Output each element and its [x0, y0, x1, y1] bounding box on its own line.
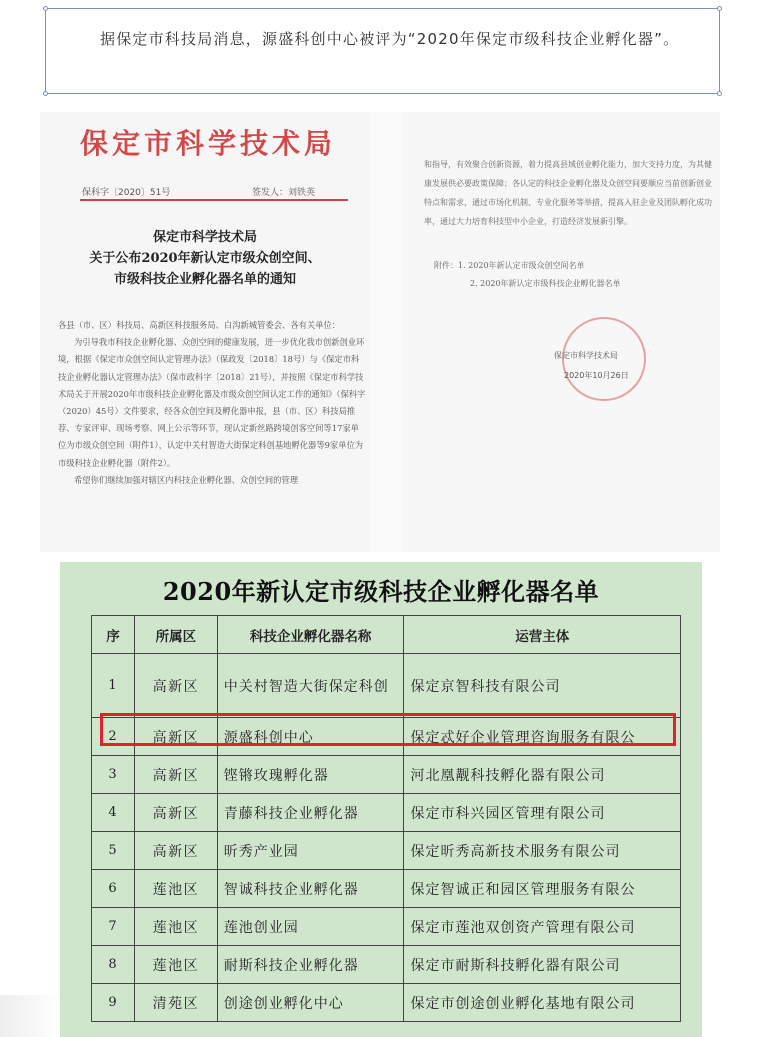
- corner-dot: [717, 91, 722, 96]
- table-header-row: [92, 616, 681, 654]
- notice-title-line: 保定市科学技术局: [152, 230, 257, 245]
- table-row: [92, 908, 681, 946]
- table-row: [92, 654, 681, 718]
- cell-number: 6: [92, 870, 135, 908]
- intro-box: [45, 8, 720, 94]
- scanned-notice-image: [40, 112, 720, 552]
- notice-page-right: [402, 112, 720, 552]
- cell-incubator-name: 源盛科创中心: [217, 718, 404, 756]
- cell-incubator-name: 中关村智造大街保定科创: [217, 654, 404, 718]
- incubator-list-panel: [60, 562, 702, 1037]
- notice-title: [80, 227, 330, 290]
- notice-paragraph: 为引导我市科技企业孵化器、众创空间的健康发展，进一步优化我市创新创业环境，根据《保定市众创空间认定管理办法》（保政发〔2018〕18号）与《保定市科技企业孵化器认定管理办法》（保市政科字〔2018〕21号），并按照《保定市科学技术局关于开展2020年市级科技企业孵化器及市级众创空间认定工作的通知》（保科字（2020）45号）文件要求，经各众创空间及孵化器申报，县（市、区）科技局推荐、专家评审、现场考察、网上公示等环节，现认定新丝路跨境创客空间等17家单位为市级众创空间（附件1），认定中关村智造大街保定科创基地孵化器等9家单位为市级科技企业孵化器（附件2）。: [58, 337, 366, 468]
- notice-title-line: 市级科技企业孵化器名单的通知: [113, 272, 296, 287]
- cell-incubator-name: 智诚科技企业孵化器: [217, 870, 404, 908]
- table-row: [92, 832, 681, 870]
- cell-operator: 保定智诚正和园区管理服务有限公: [404, 870, 681, 908]
- cell-incubator-name: 铿锵玫瑰孵化器: [217, 756, 404, 794]
- notice-title-line: 关于公布2020年新认定市级众创空间、: [89, 251, 321, 266]
- notice-right-body: [424, 155, 714, 231]
- red-rule: [80, 199, 348, 201]
- seal-issuer: 保定市科学技术局: [554, 351, 618, 360]
- cell-operator: 保定京智科技有限公司: [404, 654, 681, 718]
- cell-number: 4: [92, 794, 135, 832]
- table-row: [92, 984, 681, 1022]
- cell-operator: 保定市科兴园区管理有限公司: [404, 794, 681, 832]
- cell-operator: 河北凰觏科技孵化器有限公司: [404, 756, 681, 794]
- attachment-item: 附件：1. 2020年新认定市级众创空间名单: [434, 261, 585, 270]
- cell-incubator-name: 耐斯科技企业孵化器: [217, 946, 404, 984]
- corner-dot: [43, 6, 48, 11]
- cell-incubator-name: 莲池创业园: [217, 908, 404, 946]
- cell-operator: 保定市莲池双创资产管理有限公司: [404, 908, 681, 946]
- seal-date: 2020年10月26日: [564, 371, 629, 380]
- notice-paragraph: 各县（市、区）科技局、高新区科技服务局、白沟新城管委会、各有关单位：: [58, 320, 341, 330]
- cell-district: 高新区: [134, 718, 217, 756]
- header-number: 序: [92, 616, 135, 654]
- cell-incubator-name: 昕秀产业园: [217, 832, 404, 870]
- cell-district: 莲池区: [134, 946, 217, 984]
- cell-district: 莲池区: [134, 908, 217, 946]
- corner-dot: [43, 91, 48, 96]
- doc-number: 保科字〔2020〕51号: [82, 188, 171, 198]
- doc-signer: 签发人：刘铁英: [252, 188, 316, 198]
- cell-number: 8: [92, 946, 135, 984]
- cell-operator: 保定市耐斯科技孵化器有限公司: [404, 946, 681, 984]
- cell-incubator-name: 青藤科技企业孵化器: [217, 794, 404, 832]
- header-operator: 运营主体: [404, 616, 681, 654]
- header-incubator-name: 科技企业孵化器名称: [217, 616, 404, 654]
- cell-number: 3: [92, 756, 135, 794]
- table-row: [92, 756, 681, 794]
- cell-district: 清苑区: [134, 984, 217, 1022]
- cell-operator: 保定昕秀高新技术服务有限公司: [404, 832, 681, 870]
- cell-number: 1: [92, 654, 135, 718]
- cell-number: 7: [92, 908, 135, 946]
- cell-district: 莲池区: [134, 870, 217, 908]
- table-title: 2020年新认定市级科技企业孵化器名单: [162, 577, 600, 606]
- cell-district: 高新区: [134, 794, 217, 832]
- cell-district: 高新区: [134, 756, 217, 794]
- notice-paragraph: 和指导，有效聚合创新资源，着力提高县域创业孵化能力，加大支持力度，为其健康发展供必要政策保障；各认定的科技企业孵化器及众创空间要顺应当前创新创业特点和需求，通过市场化机制、专业化服务等举措，提高入驻企业及团队孵化成功率，通过大力培育科技型中小企业，打造经济发展新引擎。: [424, 160, 712, 226]
- table-row: [92, 870, 681, 908]
- table-row: [92, 794, 681, 832]
- cell-district: 高新区: [134, 654, 217, 718]
- cell-number: 9: [92, 984, 135, 1022]
- intro-text: 据保定市科技局消息，源盛科创中心被评为“2020年保定市级科技企业孵化器”。: [100, 30, 680, 48]
- notice-paragraph: 希望你们继续加强对辖区内科技企业孵化器、众创空间的管理: [74, 474, 299, 485]
- notice-body: [58, 317, 366, 489]
- table-row: [92, 946, 681, 984]
- notice-page-left: [40, 112, 370, 552]
- cell-operator: 保定忒好企业管理咨询服务有限公: [404, 718, 681, 756]
- attachment-item: 2. 2020年新认定市级科技企业孵化器名单: [470, 279, 621, 288]
- attachments: [434, 257, 694, 293]
- cell-operator: 保定市创途创业孵化基地有限公司: [404, 984, 681, 1022]
- cell-number: 2: [92, 718, 135, 756]
- page-edge-shadow: [0, 995, 60, 1037]
- incubator-table: [91, 615, 681, 1022]
- cell-incubator-name: 创途创业孵化中心: [217, 984, 404, 1022]
- header-district: 所属区: [134, 616, 217, 654]
- cell-district: 高新区: [134, 832, 217, 870]
- corner-dot: [717, 6, 722, 11]
- cell-number: 5: [92, 832, 135, 870]
- agency-header: 保定市科学技术局: [80, 127, 337, 160]
- highlight-box: [100, 713, 676, 746]
